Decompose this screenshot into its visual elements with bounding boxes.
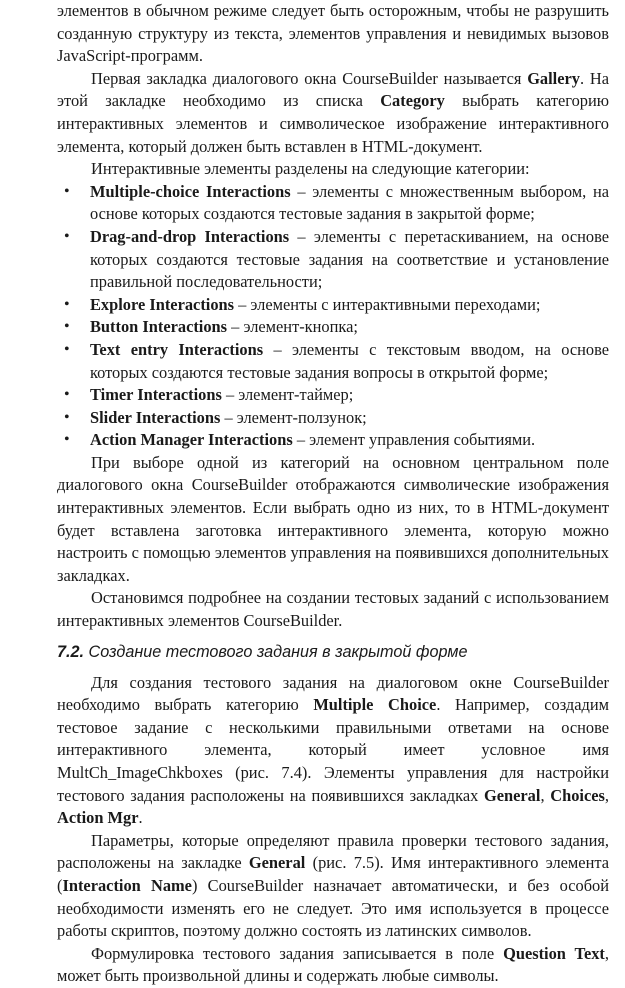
paragraph-text: Интерактивные элементы разделены на следующие категории: bbox=[91, 159, 530, 179]
section-number: 7.2. bbox=[57, 642, 85, 661]
paragraph-multiple-choice bbox=[57, 672, 609, 830]
term-action-mgr: Action Mgr bbox=[57, 808, 139, 828]
category-description: – элемент-кнопка; bbox=[227, 317, 358, 337]
bullet-icon: • bbox=[64, 227, 70, 245]
bullet-icon: • bbox=[64, 340, 70, 358]
paragraph-transition bbox=[57, 587, 609, 632]
paragraph-text: (рис. 7.5). Имя интерактивного элемента ( bbox=[57, 853, 609, 895]
category-description: – элемент-таймер; bbox=[221, 385, 354, 405]
category-description: – элементы с интерактивными переходами; bbox=[234, 294, 541, 314]
paragraph-text: При выборе одной из категорий на основном центральном поле диалогового окна CourseBuilder отображаются символические изображения интерактивных элементов. Если выбрать одно из них, то в HTML-документ будет вставлена заготовка интерактивного элемента, которую можно настроить с помощью элементов управления на появившихся дополнительных закладках. bbox=[57, 452, 609, 585]
paragraph-text: элементов в обычном режиме следует быть осторожным, чтобы не разрушить созданную структуру из текста, элементов управления и невидимых вызовов JavaScript-программ. bbox=[57, 1, 609, 66]
list-item bbox=[57, 384, 609, 407]
category-name: Multiple-choice Interactions bbox=[90, 181, 291, 201]
term-choices: Choices bbox=[550, 785, 605, 805]
bullet-icon: • bbox=[64, 295, 70, 313]
categories-list bbox=[57, 181, 609, 452]
list-item bbox=[57, 181, 609, 226]
category-description: – элементы с текстовым вводом, на основе которых создаются тестовые задания вопросы в открытой форме; bbox=[90, 339, 609, 382]
bullet-icon: • bbox=[64, 182, 70, 200]
paragraph-continuation bbox=[57, 0, 609, 68]
term-general: General bbox=[248, 853, 306, 873]
category-name: Explore Interactions bbox=[90, 294, 235, 314]
bullet-icon: • bbox=[64, 408, 70, 426]
category-description: – элемент-ползунок; bbox=[220, 407, 367, 427]
list-item bbox=[57, 407, 609, 430]
term-question-text: Question Text bbox=[503, 943, 605, 963]
paragraph-text: Формулировка тестового задания записывается в поле bbox=[91, 943, 504, 963]
bullet-icon: • bbox=[64, 431, 70, 449]
category-name: Slider Interactions bbox=[90, 407, 221, 427]
paragraph-text: . На этой закладке необходимо из списка bbox=[57, 68, 609, 111]
paragraph-text: Параметры, которые определяют правила проверки тестового задания, расположены на закладке bbox=[57, 830, 609, 873]
paragraph-text: Остановимся подробнее на создании тестовых заданий с использованием интерактивных элементов CourseBuilder. bbox=[57, 588, 609, 631]
paragraph-text: , bbox=[540, 785, 551, 805]
term-gallery: Gallery bbox=[527, 68, 580, 88]
list-item bbox=[57, 316, 609, 339]
category-name: Text entry Interactions bbox=[90, 339, 264, 359]
list-item bbox=[57, 294, 609, 317]
bullet-icon: • bbox=[64, 318, 70, 336]
section-title: Создание тестового задания в закрытой форме bbox=[84, 642, 468, 661]
list-item bbox=[57, 429, 609, 452]
list-item bbox=[57, 226, 609, 294]
term-interaction-name: Interaction Name bbox=[62, 875, 192, 895]
paragraph-category-selection bbox=[57, 452, 609, 588]
paragraph-text: . Например, создадим тестовое задание с несколькими правильными ответами на основе интерактивного элемента, который имеет условное имя MultCh_ImageChkboxes (рис. 7.4). Элементы управления для настройки тестового задания расположены на появившихся закладках bbox=[57, 695, 609, 805]
paragraph-text: , bbox=[604, 785, 609, 805]
bullet-icon: • bbox=[64, 386, 70, 404]
category-description: – элемент управления событиями. bbox=[292, 430, 536, 450]
paragraph-text: , может быть произвольной длины и содержать любые символы. bbox=[57, 943, 609, 986]
term-general: General bbox=[483, 785, 541, 805]
paragraph-text: Для создания тестового задания на диалоговом окне CourseBuilder необходимо выбрать категорию bbox=[57, 672, 609, 715]
category-name: Action Manager Interactions bbox=[90, 430, 293, 450]
category-name: Drag-and-drop Interactions bbox=[90, 226, 290, 246]
paragraph-general-tab bbox=[57, 830, 609, 943]
category-name: Timer Interactions bbox=[90, 385, 222, 405]
term-category: Category bbox=[380, 91, 445, 111]
category-description: – элементы с множественным выбором, на основе которых создаются тестовые задания в закрытой форме; bbox=[90, 181, 609, 224]
paragraph-text: . bbox=[138, 808, 143, 828]
list-item bbox=[57, 339, 609, 384]
term-multiple-choice: Multiple Choice bbox=[313, 695, 437, 715]
category-description: – элементы с перетаскиванием, на основе которых создаются тестовые задания на соответствие и установление правильной последовательности; bbox=[90, 226, 610, 292]
paragraph-categories-intro bbox=[57, 158, 609, 181]
document-page bbox=[57, 0, 609, 988]
paragraph-text: выбрать категорию интерактивных элементов и символическое изображение интерактивного элемента, который должен быть вставлен в HTML-документ. bbox=[57, 91, 610, 156]
section-heading bbox=[57, 641, 609, 663]
paragraph-question-text bbox=[57, 943, 609, 988]
paragraph-gallery-tab bbox=[57, 68, 609, 158]
paragraph-text: ) CourseBuilder назначает автоматически, и без особой необходимости изменять его не следует. Это имя используется в процессе работы скриптов, поэтому должно состоять из латинских символов. bbox=[57, 875, 610, 941]
category-name: Button Interactions bbox=[90, 317, 228, 337]
paragraph-text: Первая закладка диалогового окна CourseBuilder называется bbox=[91, 68, 528, 88]
